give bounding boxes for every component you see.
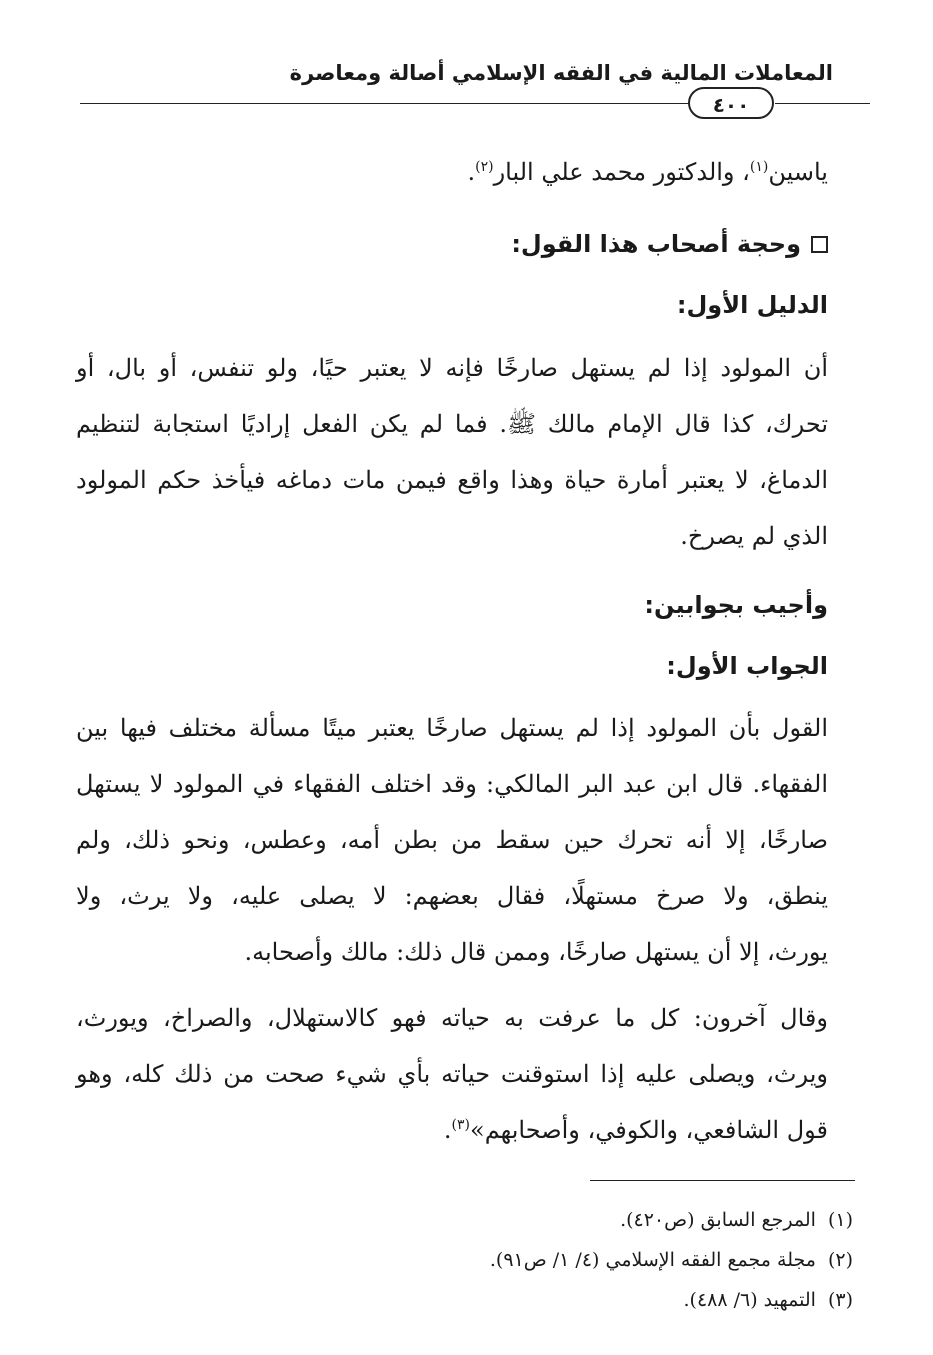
paragraph-line: تحرك، كذا قال الإمام مالك ﷺ. فما لم يكن الفعل إراديًا استجابة لتنظيم	[76, 410, 828, 438]
paragraph-line: الدماغ، لا يعتبر أمارة حياة وهذا واقع فيمن مات دماغه فيأخذ حكم المولود	[76, 466, 828, 494]
paragraph-line	[76, 1102, 828, 1158]
footnote-ref[interactable]: (٣)	[451, 1117, 471, 1133]
paragraph-line: الفقهاء. قال ابن عبد البر المالكي: وقد اختلف الفقهاء في المولود لا يستهل	[76, 770, 828, 798]
second-paragraph	[76, 990, 828, 1158]
intro-line	[76, 144, 828, 200]
footnote-ref[interactable]: (٢)	[475, 159, 494, 175]
footnote-item	[101, 1240, 853, 1280]
paragraph-line: وقال آخرون: كل ما عرفت به حياته فهو كالاستهلال، والصراخ، ويورث،	[76, 1004, 828, 1032]
paragraph-text: .	[443, 1116, 452, 1144]
footnote-number: (٢)	[827, 1249, 853, 1271]
paragraph-line: الذي لم يصرخ.	[680, 522, 828, 550]
footnote-text: مجلة مجمع الفقه الإسلامي (٤/ ١/ ص٩١).	[489, 1249, 816, 1271]
footnote-item	[101, 1200, 853, 1240]
square-bullet-icon	[811, 236, 828, 253]
paragraph-line: يورث، إلا أن يستهل صارخًا، وممن قال ذلك: مالك وأصحابه.	[244, 938, 828, 966]
paragraph-line: القول بأن المولود إذا لم يستهل صارخًا يعتبر ميتًا مسألة مختلف فيها بين	[76, 714, 828, 742]
section-heading	[76, 216, 828, 273]
footnote-text: المرجع السابق (ص٤٢٠).	[620, 1209, 816, 1231]
footnote-number: (٣)	[827, 1289, 853, 1311]
header-rule	[80, 103, 690, 104]
answers-heading	[76, 577, 828, 633]
paragraph-line: صارخًا، إلا أنه تحرك حين سقط من بطن أمه، وعطس، ونحو ذلك، ولم	[76, 826, 828, 854]
footnote-separator	[590, 1180, 855, 1181]
heading-text: الجواب الأول:	[666, 652, 828, 680]
first-answer-paragraph	[76, 700, 828, 980]
paragraph-line: ينطق، ولا صرخ مستهلًا، فقال بعضهم: لا يصلى عليه، ولا يرث، ولا	[76, 882, 828, 910]
first-answer-heading	[76, 638, 828, 694]
intro-text: ياسين	[768, 158, 828, 186]
page-number: ٤٠٠	[688, 87, 774, 119]
heading-text: الدليل الأول:	[676, 291, 828, 319]
intro-text: .	[467, 158, 476, 186]
paragraph-line: ويرث، ويصلى عليه إذا استوقنت حياته بأي شيء صحت من ذلك كله، وهو	[76, 1060, 828, 1088]
header-rule	[775, 103, 870, 104]
intro-text: ، والدكتور محمد علي البار	[493, 158, 750, 186]
first-evidence-paragraph	[76, 340, 828, 564]
paragraph-text: قول الشافعي، والكوفي، وأصحابهم»	[470, 1116, 828, 1144]
running-header-title: المعاملات المالية في الفقه الإسلامي أصالة ومعاصرة	[289, 61, 833, 85]
paragraph-line: أن المولود إذا لم يستهل صارخًا فإنه لا يعتبر حيًا، ولو تنفس، أو بال، أو	[76, 354, 828, 382]
footnotes	[101, 1200, 853, 1320]
footnote-item	[101, 1280, 853, 1320]
heading-text: وأجيب بجوابين:	[644, 591, 828, 619]
section-heading-text: وحجة أصحاب هذا القول:	[511, 230, 801, 258]
first-evidence-heading	[76, 277, 828, 333]
footnote-ref[interactable]: (١)	[749, 159, 769, 175]
footnote-text: التمهيد (٦/ ٤٨٨).	[683, 1289, 816, 1311]
footnote-number: (١)	[827, 1209, 853, 1231]
